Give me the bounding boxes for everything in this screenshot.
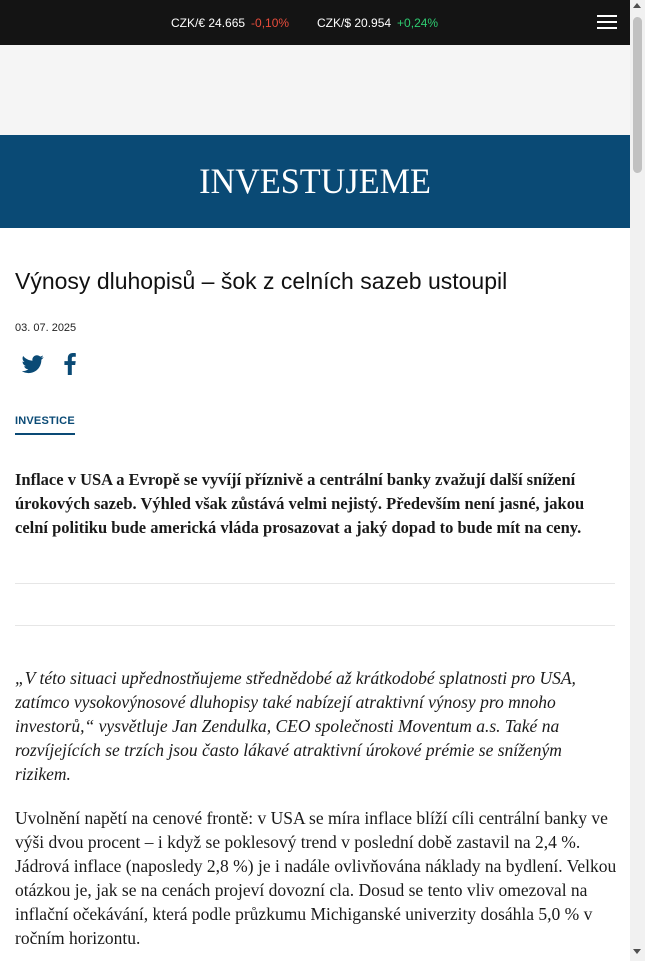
ad-placeholder [0,45,630,135]
rate-change: +0,24% [397,16,439,30]
facebook-icon[interactable] [63,353,77,375]
currency-ticker-bar [0,0,630,45]
divider [15,625,615,626]
rate-label: CZK/€ 24.665 [171,16,246,30]
article-paragraph: Uvolnění napětí na cenové frontě: v USA se míra inflace blíží cíli centrální banky ve výši dvou procent – i když se poklesový trend v poslední době zastavil na 2,4 %. Jádrová inflace (naposledy 2,8 %) je i nadále ovlivňována náklady na bydlení. Velkou otázkou je, jak se na cenách projeví dovozní cla. Dosud se tento vliv omezoval na inflační očekávání, která podle průzkumu Michiganské univerzity dosáhla 5,0 % v ročním horizontu. [15,808,617,948]
hamburger-menu-icon[interactable] [597,14,617,30]
article-title: Výnosy dluhopisů – šok z celních sazeb ustoupil [15,268,508,294]
divider [15,583,615,584]
site-logo[interactable]: INVESTUJEME [199,161,431,201]
rate-czk-eur [171,16,289,30]
rate-change: -0,10% [251,16,290,30]
category-tag[interactable]: INVESTICE [15,415,75,435]
scroll-up-arrow-icon[interactable] [633,3,641,8]
rate-label: CZK/$ 20.954 [317,16,392,30]
brand-header [0,135,630,228]
scroll-down-arrow-icon[interactable] [633,949,641,954]
twitter-icon[interactable] [22,353,44,375]
article-quote: „V této situaci upřednostňujeme střednědobé až krátkodobé splatnosti pro USA, zatímco vysokovýnosové dluhopisy také nabízejí atraktivní výnosy pro mnoho investorů,“ vysvětluje Jan Zendulka, CEO společnosti Moventum a.s. Také na rozvíjejících se trzích jsou často lákavé atraktivní úrokové prémie se sníženým rizikem. [15,668,576,784]
article-perex: Inflace v USA a Evropě se vyvíjí příznivě a centrální banky zvažují další snížení úrokových sazeb. Výhled však zůstává velmi nejistý. Především není jasné, jakou celní politiku bude americká vláda prosazovat a jaký dopad to bude mít na ceny. [15,470,585,537]
article-date: 03. 07. 2025 [15,322,77,334]
scrollbar-thumb[interactable] [633,17,642,173]
rate-czk-usd [317,16,438,30]
